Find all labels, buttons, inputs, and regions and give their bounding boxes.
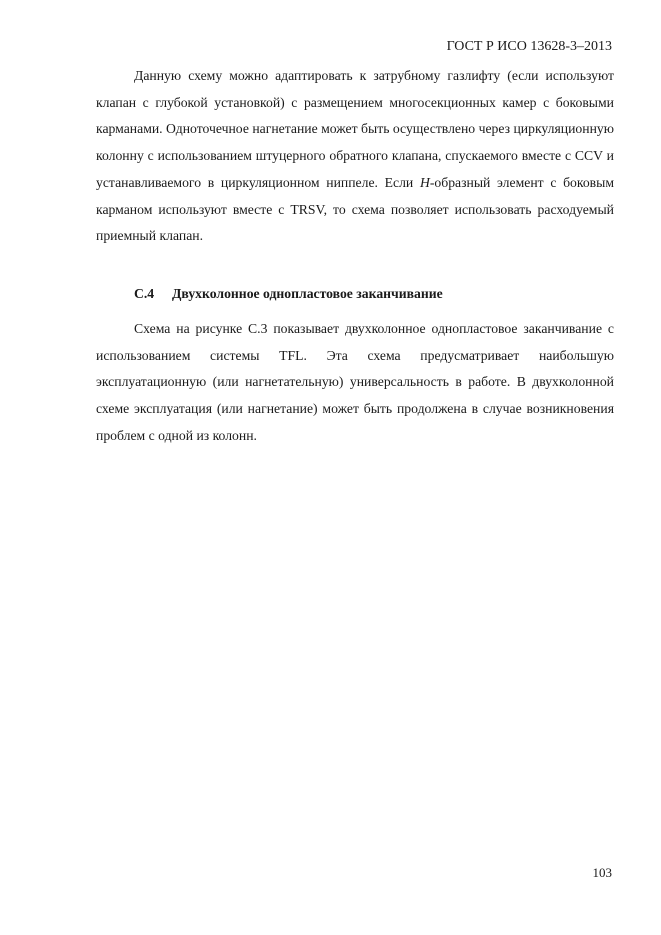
italic-letter: H [419, 174, 430, 190]
section-heading [134, 283, 443, 305]
body-paragraph: Схема на рисунке С.3 показывает двухколонное однопластовое заканчивание с использованием системы TFL. Эта схема предусматривает наибольшую эксплуатационную (или нагнетательную) универсальность в работе. В двухколонной схеме эксплуатация (или нагнетание) может быть продолжена в случае возникновения проблем с одной из колонн. [96, 321, 614, 443]
body-paragraph [96, 63, 614, 250]
section-title: Двухколонное однопластовое заканчивание [172, 286, 443, 301]
section-number: С.4 [134, 286, 155, 301]
page-number: 103 [592, 865, 612, 880]
document-header: ГОСТ Р ИСО 13628-3–2013 [446, 39, 612, 54]
paragraph-text: -образный элемент с боковым карманом используют вместе с TRSV, то схема позволяет использовать расходуемый приемный клапан. [96, 174, 615, 244]
paragraph-text: Данную схему можно адаптировать к затрубному газлифту (если используют клапан с глубокой установкой) с размещением многосекционных камер с боковыми карманами. Одноточечное нагнетание может быть осуществлено через циркуляционную колонну с использованием штуцерного обратного клапана, спускаемого вместе с CCV и устанавливаемого в циркуляционном ниппеле. Если [96, 68, 614, 190]
